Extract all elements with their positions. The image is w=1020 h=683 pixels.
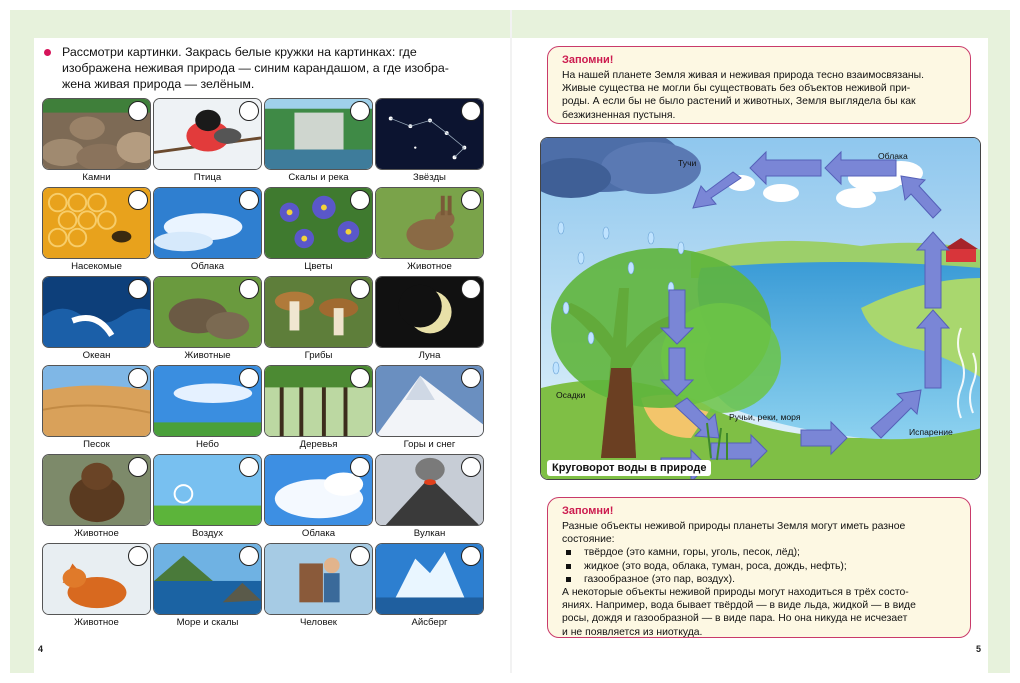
remember-title: Запомни! — [562, 505, 614, 517]
cycle-label-tuchi: Тучи — [678, 158, 697, 168]
picture-caption: Воздух — [191, 528, 223, 539]
picture-caption: Море и скалы — [176, 617, 239, 628]
coloring-circle[interactable] — [239, 190, 259, 210]
picture-caption: Человек — [300, 617, 337, 628]
task-line: жена живая природа — зелёным. — [62, 77, 255, 91]
picture-card — [264, 365, 373, 454]
left-page-header-band — [10, 10, 510, 38]
picture-card — [264, 276, 373, 365]
coloring-circle[interactable] — [239, 368, 259, 388]
remember-line: роды. А если бы не было растений и животных, Земля выглядела бы как — [562, 96, 916, 108]
picture-caption: Животное — [74, 617, 119, 628]
remember-box-2 — [547, 497, 971, 638]
picture-caption: Облака — [301, 528, 336, 539]
states-list — [562, 546, 956, 586]
picture-card — [153, 543, 262, 632]
task-line: изображена неживая природа — синим карандашом, а где изобра- — [62, 61, 449, 75]
task-line: Рассмотри картинки. Закрась белые кружки на картинках: где — [62, 45, 417, 59]
picture-caption: Облака — [190, 261, 225, 272]
picture-card — [264, 454, 373, 543]
coloring-circle[interactable] — [350, 190, 370, 210]
picture-card — [264, 187, 373, 276]
picture-card — [375, 276, 484, 365]
coloring-circle[interactable] — [128, 457, 148, 477]
picture-card — [153, 98, 262, 187]
picture-caption: Животные — [184, 350, 231, 361]
remember-line: состояние: — [562, 534, 615, 546]
picture-caption: Грибы — [304, 350, 333, 361]
coloring-circle[interactable] — [461, 279, 481, 299]
cycle-label-oblaka: Облака — [878, 151, 908, 161]
task-instructions — [62, 44, 462, 92]
remember-box-1 — [547, 46, 971, 124]
right-page-side-band — [988, 38, 1010, 673]
remember-line: Живые существа не могли бы существовать без объектов неживой при- — [562, 83, 911, 95]
picture-card — [153, 454, 262, 543]
picture-caption: Насекомые — [71, 261, 122, 272]
remember-title: Запомни! — [562, 54, 614, 66]
picture-caption: Песок — [83, 439, 110, 450]
page-number-left: 4 — [38, 644, 44, 654]
picture-card — [42, 187, 151, 276]
picture-card — [375, 543, 484, 632]
coloring-circle[interactable] — [239, 279, 259, 299]
picture-caption: Вулкан — [413, 528, 446, 539]
state-item: твёрдое (это камни, горы, уголь, песок, лёд); — [562, 546, 956, 559]
cycle-label-streams: Ручьи, реки, моря — [729, 412, 801, 422]
picture-card — [264, 543, 373, 632]
picture-card — [42, 98, 151, 187]
coloring-circle[interactable] — [461, 457, 481, 477]
coloring-circle[interactable] — [461, 368, 481, 388]
picture-card — [153, 365, 262, 454]
right-page-header-band — [512, 10, 1010, 38]
picture-card — [153, 276, 262, 365]
coloring-circle[interactable] — [350, 457, 370, 477]
cycle-label-evaporation: Испарение — [909, 427, 953, 437]
picture-card — [375, 187, 484, 276]
coloring-circle[interactable] — [128, 546, 148, 566]
coloring-circle[interactable] — [128, 279, 148, 299]
picture-card — [264, 98, 373, 187]
coloring-circle[interactable] — [350, 279, 370, 299]
picture-caption: Камни — [82, 172, 111, 183]
picture-caption: Небо — [196, 439, 219, 450]
picture-card — [153, 187, 262, 276]
remember-line: А некоторые объекты неживой природы могут находиться в трёх состо- — [562, 587, 909, 599]
picture-caption: Горы и снег — [403, 439, 456, 450]
state-item: жидкое (это вода, облака, туман, роса, дождь, нефть); — [562, 560, 956, 573]
picture-card — [42, 365, 151, 454]
state-item: газообразное (это пар, воздух). — [562, 573, 956, 586]
picture-card — [375, 365, 484, 454]
coloring-circle[interactable] — [350, 368, 370, 388]
picture-caption: Животное — [74, 528, 119, 539]
picture-caption: Скалы и река — [288, 172, 349, 183]
remember-line: Разные объекты неживой природы планеты Земля могут иметь разное — [562, 521, 906, 532]
picture-card — [42, 543, 151, 632]
picture-card — [42, 454, 151, 543]
coloring-circle[interactable] — [128, 368, 148, 388]
coloring-circle[interactable] — [461, 101, 481, 121]
remember-line: безжизненная пустыня. — [562, 109, 676, 121]
page-number-right: 5 — [976, 644, 982, 654]
coloring-circle[interactable] — [239, 457, 259, 477]
picture-caption: Айсберг — [411, 617, 448, 628]
remember-line: росы, дождя и газообразной — в виде пара. Но она никуда не исчезает — [562, 613, 908, 625]
cycle-title: Круговорот воды в природе — [547, 460, 711, 476]
picture-caption: Луна — [418, 350, 441, 361]
picture-caption: Звёзды — [413, 172, 446, 183]
cycle-label-osadki: Осадки — [556, 390, 586, 400]
picture-caption: Животное — [407, 261, 452, 272]
page-gutter — [510, 10, 512, 673]
remember-line: На нашей планете Земля живая и неживая природа тесно взаимосвязаны. — [562, 70, 925, 81]
coloring-circle[interactable] — [239, 101, 259, 121]
left-page-side-band — [10, 38, 34, 673]
picture-card — [375, 98, 484, 187]
coloring-circle[interactable] — [461, 190, 481, 210]
coloring-circle[interactable] — [350, 101, 370, 121]
task-bullet — [44, 49, 51, 56]
coloring-circle[interactable] — [350, 546, 370, 566]
coloring-circle[interactable] — [239, 546, 259, 566]
coloring-circle[interactable] — [128, 101, 148, 121]
remember-line: и не появляется из ниоткуда. — [562, 626, 703, 638]
picture-caption: Океан — [82, 350, 111, 361]
remember-line: яниях. Например, вода бывает твёрдой — в виде льда, жидкой — в виде — [562, 600, 916, 612]
picture-caption: Цветы — [304, 261, 333, 272]
picture-caption: Птица — [193, 172, 222, 183]
picture-card — [42, 276, 151, 365]
coloring-circle[interactable] — [128, 190, 148, 210]
picture-card — [375, 454, 484, 543]
picture-caption: Деревья — [299, 439, 338, 450]
coloring-circle[interactable] — [461, 546, 481, 566]
